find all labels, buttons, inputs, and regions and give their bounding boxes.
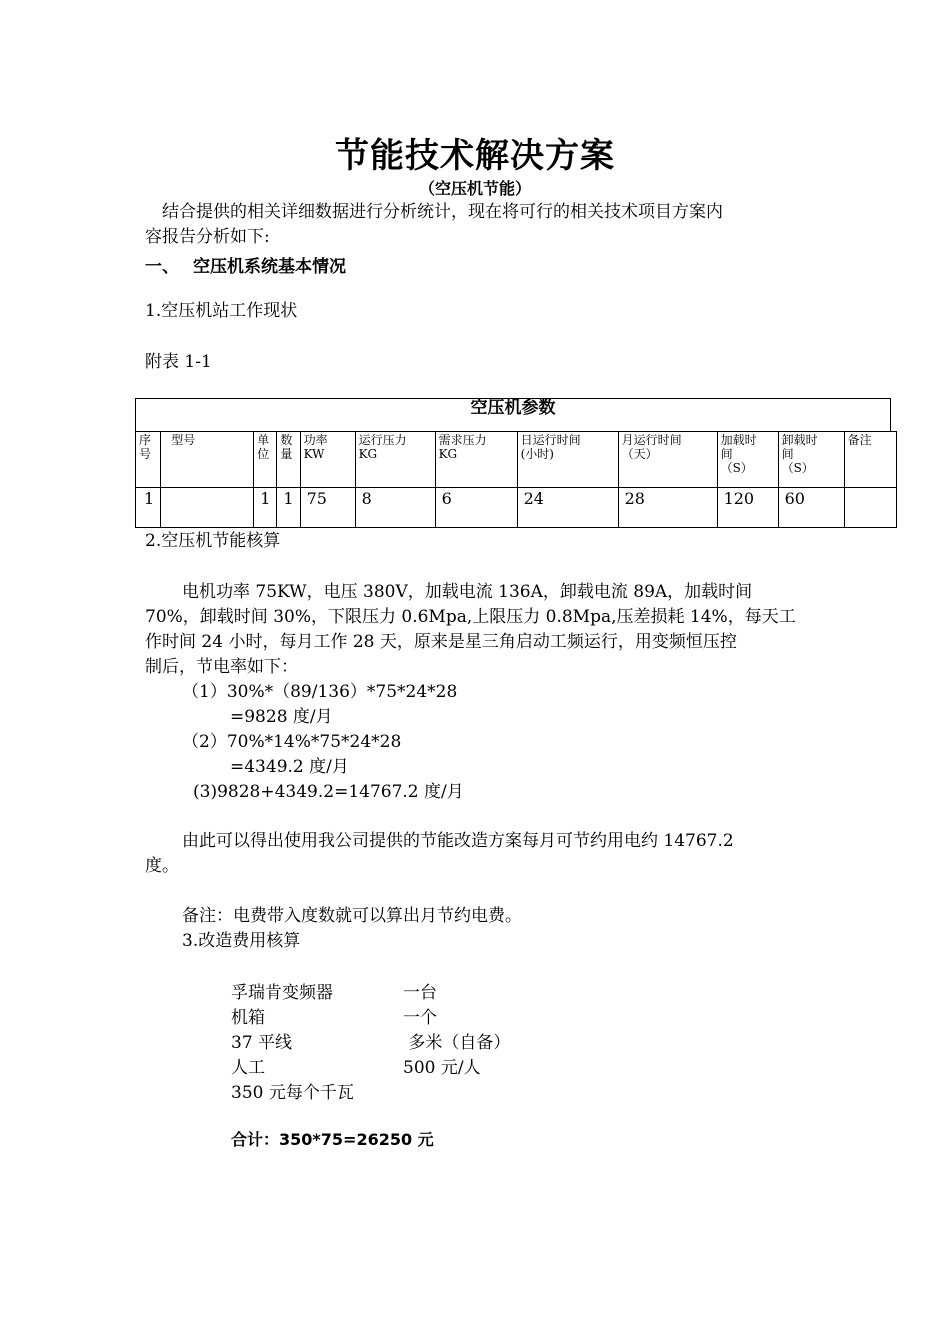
conclusion-line-1: 由此可以得出使用我公司提供的节能改造方案每月可节约用电约 14767.2 <box>182 831 734 851</box>
cost-item-label: 机箱 <box>231 1008 265 1028</box>
cell-quantity: 1 <box>277 488 300 528</box>
compressor-parameter-table <box>135 431 897 528</box>
cell-power: 75 <box>300 488 355 528</box>
cell-monthly-days: 28 <box>618 488 717 528</box>
table-reference: 附表 1-1 <box>145 352 212 372</box>
note: 备注：电费带入度数就可以算出月节约电费。 <box>182 906 522 926</box>
cost-item-label: 37 平线 <box>231 1033 293 1053</box>
header-cell-index: 序 号 <box>136 432 161 488</box>
cost-total: 合计：350*75=26250 元 <box>231 1130 434 1149</box>
cell-load-time: 120 <box>717 488 778 528</box>
header-cell-quantity: 数 量 <box>277 432 300 488</box>
cost-item-value: 500 元/人 <box>403 1058 481 1078</box>
cell-unit: 1 <box>254 488 277 528</box>
cost-item-value: 多米（自备） <box>403 1033 511 1053</box>
header-cell-required-pressure: 需求压力 KG <box>435 432 517 488</box>
table-header-row <box>136 432 897 488</box>
header-cell-running-pressure: 运行压力 KG <box>355 432 435 488</box>
cell-remarks <box>844 488 896 528</box>
conclusion-line-2: 度。 <box>145 856 179 876</box>
subsection-1-heading: 1.空压机站工作现状 <box>145 301 298 321</box>
calc-paragraph-line-1: 电机功率 75KW，电压 380V，加载电流 136A，卸载电流 89A，加载时间 <box>182 582 753 602</box>
cell-daily-hours: 24 <box>517 488 618 528</box>
formula-1-result: =9828 度/月 <box>230 707 333 727</box>
section-1-title: 空压机系统基本情况 <box>193 257 346 277</box>
document-subtitle: （空压机节能） <box>418 179 531 198</box>
section-1-number: 一、 <box>145 257 179 277</box>
calc-paragraph-line-4: 制后，节电率如下： <box>145 657 298 677</box>
intro-line-1: 结合提供的相关详细数据进行分析统计，现在将可行的相关技术项目方案内 <box>162 202 723 222</box>
cost-item-label: 孚瑞肯变频器 <box>231 983 333 1003</box>
cost-item-label: 350 元每个千瓦 <box>231 1083 354 1103</box>
cell-required-pressure: 6 <box>435 488 517 528</box>
header-cell-unload-time: 卸载时 间 （S） <box>778 432 844 488</box>
header-cell-power: 功率 KW <box>300 432 355 488</box>
cost-item-value: 一台 <box>403 983 437 1003</box>
header-cell-monthly-days: 月运行时间 （天） <box>618 432 717 488</box>
formula-2-result: =4349.2 度/月 <box>230 757 349 777</box>
calc-paragraph-line-3: 作时间 24 小时，每月工作 28 天，原来是星三角启动工频运行，用变频恒压控 <box>145 632 737 652</box>
cell-index: 1 <box>136 488 161 528</box>
calc-paragraph-line-2: 70%，卸载时间 30%，下限压力 0.6Mpa,上限压力 0.8Mpa,压差损耗 14%，每天工 <box>145 607 796 627</box>
header-cell-daily-hours: 日运行时间 (小时) <box>517 432 618 488</box>
document-title: 节能技术解决方案 <box>335 136 615 176</box>
subsection-3-heading: 3.改造费用核算 <box>182 931 301 951</box>
header-cell-remarks: 备注 <box>844 432 896 488</box>
header-cell-unit: 单 位 <box>254 432 277 488</box>
intro-line-2: 容报告分析如下: <box>145 227 270 247</box>
header-cell-load-time: 加载时 间 （S） <box>717 432 778 488</box>
cell-model <box>161 488 254 528</box>
cell-unload-time: 60 <box>778 488 844 528</box>
header-cell-model: 型号 <box>161 432 254 488</box>
subsection-2-heading: 2.空压机节能核算 <box>145 531 281 551</box>
cell-running-pressure: 8 <box>355 488 435 528</box>
cost-item-value: 一个 <box>403 1008 437 1028</box>
table-title: 空压机参数 <box>470 398 556 418</box>
cost-item-label: 人工 <box>231 1058 265 1078</box>
formula-3: (3)9828+4349.2=14767.2 度/月 <box>193 782 464 802</box>
formula-2: （2）70%*14%*75*24*28 <box>182 732 402 752</box>
formula-1: （1）30%*（89/136）*75*24*28 <box>182 682 458 702</box>
table-row <box>136 488 897 528</box>
